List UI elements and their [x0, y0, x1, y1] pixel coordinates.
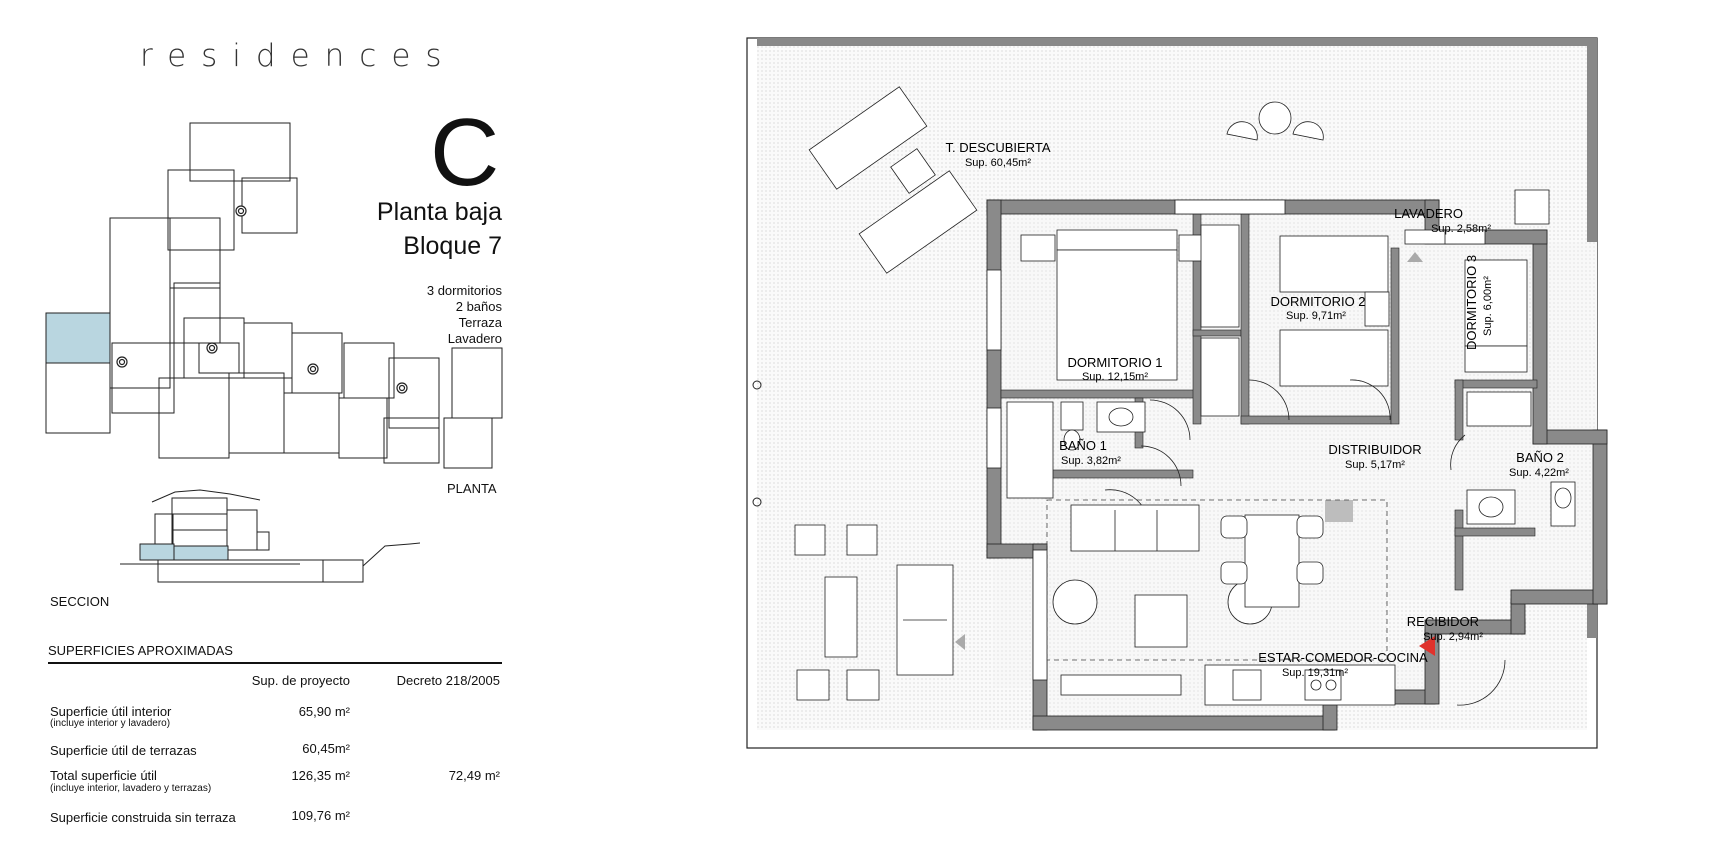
row-interior-project: 65,90 m² — [298, 704, 350, 719]
room-bedroom3-name: DORMITORIO 3 — [1464, 254, 1479, 350]
room-entry-area: Sup. 2,94m² — [1423, 631, 1483, 643]
room-entry-name: RECIBIDOR — [1406, 614, 1479, 629]
row-built-label: Superficie construida sin terraza — [50, 810, 236, 825]
row-terraces-project: 60,45m² — [302, 741, 350, 756]
key-plan — [44, 118, 508, 478]
room-bath2-area: Sup. 4,22m² — [1509, 467, 1569, 479]
brand-logo: residences — [140, 38, 457, 74]
unit-letter: C — [430, 99, 500, 206]
section-label: SECCION — [50, 594, 110, 609]
floor-label: Planta baja — [376, 198, 502, 226]
col-header-decree: Decreto 218/2005 — [396, 673, 500, 688]
feature-laundry: Lavadero — [447, 331, 502, 346]
room-bedroom2-name: DORMITORIO 2 — [1270, 294, 1366, 309]
surfaces-divider — [48, 662, 502, 664]
row-interior-note: (incluye interior y lavadero) — [50, 718, 171, 729]
room-laundry-name: LAVADERO — [1394, 206, 1463, 221]
room-terrace-area: Sup. 60,45m² — [964, 157, 1032, 169]
row-total-decree: 72,49 m² — [448, 768, 500, 783]
feature-bathrooms: 2 baños — [455, 299, 502, 314]
room-bath2-name: BAÑO 2 — [1516, 450, 1564, 465]
block-label: Bloque 7 — [403, 232, 502, 260]
room-bedroom1-area: Sup. 12,15m² — [1081, 371, 1149, 383]
room-bath1-name: BAÑO 1 — [1059, 438, 1107, 453]
surfaces-title: SUPERFICIES APROXIMADAS — [48, 643, 233, 658]
row-interior-label: Superficie útil interior — [50, 704, 172, 719]
row-total-label: Total superficie útil — [50, 768, 157, 783]
room-terrace-name: T. DESCUBIERTA — [945, 140, 1051, 155]
feature-bedrooms: 3 dormitorios — [426, 283, 502, 298]
row-total-project: 126,35 m² — [291, 768, 350, 783]
room-living-name: ESTAR-COMEDOR-COCINA — [1258, 650, 1428, 665]
section-drawing — [120, 484, 420, 584]
room-bath1-area: Sup. 3,82m² — [1061, 455, 1121, 467]
feature-terrace: Terraza — [458, 315, 502, 330]
room-bedroom3-area: Sup. 6,00m² — [1482, 276, 1494, 336]
room-bedroom2-area: Sup. 9,71m² — [1286, 310, 1346, 322]
room-laundry-area: Sup. 2,58m² — [1431, 223, 1491, 235]
room-hall-name: DISTRIBUIDOR — [1328, 442, 1422, 457]
room-living-area: Sup. 19,31m² — [1281, 667, 1349, 679]
row-built-project: 109,76 m² — [291, 808, 350, 823]
row-terraces-label: Superficie útil de terrazas — [50, 743, 197, 758]
room-hall-area: Sup. 5,17m² — [1345, 459, 1405, 471]
floor-plan — [745, 30, 1645, 760]
key-plan-label: PLANTA — [447, 481, 497, 496]
col-header-project: Sup. de proyecto — [251, 673, 350, 688]
row-total-note: (incluye interior, lavadero y terrazas) — [50, 783, 212, 794]
room-bedroom1-name: DORMITORIO 1 — [1067, 355, 1163, 370]
